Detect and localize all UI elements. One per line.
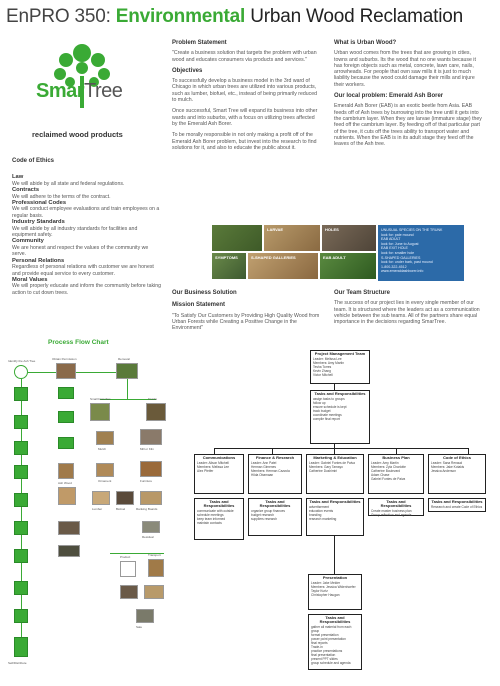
business-solution-heading: Our Business Solution [172,290,237,296]
team-heading: Code of Ethics [442,455,471,460]
eab-info-box [378,225,464,281]
urban-wood-heading: What is Urban Wood? [334,40,397,46]
logo-wordmark [36,80,122,103]
info-line: UNUSUAL SPECIES ON THE TRUNK [381,228,443,232]
eab-adult-photo: EAB ADULT [320,253,376,279]
flow-step-icon [14,521,28,535]
flow-label: Residual [142,535,154,539]
problem-heading: Problem Statement [172,40,227,46]
pm-tasks-box: Tasks and Responsibilities assign tasks to groups follow up ensure schedule is kept track budget coordinate meetings compile final report [310,390,370,444]
code-of-ethics-section [12,158,162,296]
holes-photo: HOLES [322,225,376,251]
process-flow-chart [0,345,190,680]
presentation-heading: Presentation [322,575,348,580]
ethics-item-text: We will properly educate and inform the community before taking action to cut down trees. [12,283,161,296]
communications-team-box: Communications Leader: Alison Mitchell Members: Melissa Lee Alex Pfeifer [194,454,244,494]
info-line: look for: under bark, past mound [381,260,433,265]
info-line: EAB ADULT [381,237,401,242]
ethics-item-text: We will abide by all industry standards for facilities and equipment safety. [12,225,138,239]
pm-heading: Project Management Team [314,351,366,356]
title-environmental: Environmental [115,6,246,27]
ethics-item-text: We will abide by all state and federal regulations. [12,180,125,187]
flow-step-icon [14,549,28,563]
logo-subtitle: reclaimed wood products [32,130,123,139]
flow-step-icon [14,365,28,379]
presentation-team-box: Presentation Leader: Jake Melder Members: Jessica Widenhoefer Taylor Kurtz Christopher Haugan [308,574,362,610]
business-plan-team-box: Business Plan Leader: Amy Martin Members: Zyla Charlotte Catherine Boulevard Adam Chase Gabriel Fontes de Paiva [368,454,424,494]
objectives-text-1: To successfully develop a business model in the 3rd ward of Chicago in which urban trees are utilized into various products, such as lumber, biofuel, etc., instead of being primarily reduced to mulch. [172,78,318,104]
team-org-chart [192,350,492,680]
local-problem-text: Emerald Ash Borer (EAB) is an exotic beetle from Asia. EAB feeds off of Ash trees by burrowing into the tree until it gets into the cambrium layer. When they are larvae (immature stage) they feed off the cambrium layer. By feeding off of that particular part of the tree, it cuts off the trees ability to transport water and nutrients. When the EAB is in its adult stage they feed off the leaves of the Ash tree. [334,103,482,148]
ethics-item-text: We are honest and respect the values of the community we serve. [12,244,149,258]
ethics-item-heading: Personal Relations [12,257,65,264]
urban-wood-text: Urban wood comes from the trees that are growing in cities, towns and suburbs. Its the wood that no one wants because it has foreign objects such as metal, concrete, lawn care, nails, arrowheads. For people that own saw mills it is just to much liability because the wood could damage their mills and injure their workers. [334,50,476,88]
presentation-tasks-box: Tasks and Responsibilities gather all material from each group format presentation power point presentation final reports Trade-in practice presentations final presentation present PPT slides group schedule and agenda [308,614,362,670]
ethics-item-heading: Professional Codes [12,200,67,207]
flow-label: Ranking Boards [136,507,158,511]
problem-objectives-column [172,40,320,156]
flow-label: Product [120,555,131,559]
flow-step-icon [14,581,28,595]
team-heading: Communications [202,455,236,460]
symptoms-photo: SYMPTOMS [212,253,246,279]
flow-step-icon [14,637,28,657]
ethics-item-heading: Industry Standards [12,219,65,226]
team-heading: Business Plan [382,455,410,460]
flow-label: Transport [148,553,161,557]
ethics-heading: Code of Ethics [12,158,55,164]
flow-step-icon [14,415,28,429]
flow-label: Lumber [92,507,103,511]
ethics-item-heading: Moral Values [12,276,48,283]
ethics-item-text: We will adhere to the terms of the contract. [12,193,111,200]
flow-label: Furniture [140,479,153,483]
team-text: The success of our project lies in every single member of our team. It is structured where the leaders act as a communication vehicle between the sub teams. All of the partners share equal importance in the decisions regarding SmarTree. [334,300,480,326]
team-column [334,290,484,330]
ethics-item-text: We will conduct employee evaluations and train employees on a regular basis. [12,206,160,219]
flow-label: Sell/Distribute [8,661,27,665]
flow-step-icon [14,609,28,623]
flow-label: Identify the Ash Tree [8,359,36,363]
logo-word-b: Tree [84,80,123,102]
flow-label: Trunks [148,397,158,401]
objectives-text-3: To be morally responsible in not only making a profit off of the Emerald Ash Borer problem, but invest into the research to find solutions for it, and also to educate the public about it. [172,132,317,151]
flow-step-icon [14,465,28,479]
local-problem-heading: Our local problem: Emerald Ash Borer [334,93,444,100]
ethics-team-box: Code of Ethics Leader: Sana Renaud Members: Jake Kotakis Jessica Anderson [428,454,486,494]
tree-photo [212,225,262,251]
mission-heading: Mission Statement [172,302,226,309]
tasks-box: Tasks and Responsibilities Research and create Code of Ethics [428,498,486,512]
flow-step-icon [14,493,28,507]
info-line: look for: June to August [381,241,419,246]
flow-chart-title: Process Flow Chart [48,339,109,346]
flow-label: Ash Wood [58,481,72,485]
ethics-item-heading: Law [12,174,24,181]
team-heading: Our Team Structure [334,290,390,296]
flow-label: Sale [136,625,143,629]
ethics-item-heading: Contracts [12,187,40,194]
title-rest: Urban Wood Reclamation [245,6,464,27]
flow-step-icon [14,387,28,401]
objectives-heading: Objectives [172,67,203,74]
flow-label: Ornament [98,479,112,483]
flow-label: Small branches [90,397,111,401]
flow-step-icon [14,441,28,455]
mission-column [172,290,320,336]
finance-team-box: Finance & Research Leader: Ann Patel Herman Gimenes Members: Herman Cazzola Hilda Obamaan [248,454,302,494]
info-line: look for: smaller hole [381,250,415,255]
team-heading: Marketing & Education [313,455,357,460]
ethics-item-text: Regardless of personal relations with customer we are honest and provide equal service to every customer. [12,264,154,277]
project-management-box: Project Management Team Leader: Melissa Lee Members: Amy Martin Tesha Torres Kevin Zhang Victor Mitchell [310,350,370,384]
objectives-text-2: Once successful, Smart Tree will expand its business into other wards and into suburbs, with a focus on utilizing trees affected by the Emerald Ash Borer. [172,108,318,127]
marketing-team-box: Marketing & Education Leader: Gabriel Fontes de Paiva Members: Gary Tamayo Catherine Dushimiri [306,454,364,494]
galleries-photo: S-SHAPED GALLERIES [248,253,318,279]
flow-label: Biofuel [116,507,126,511]
urban-wood-column [334,40,484,152]
pm-tasks-heading: Tasks and Responsibilities [314,391,366,396]
flow-label: Obtain Permission [52,357,77,361]
larvae-photo: LARVAE [264,225,320,251]
tasks-box: Tasks and Responsibilities advertisement education events branding research marketing [306,498,364,536]
tasks-box: Tasks and Responsibilities Create master business plan Group reflection and agenda [368,498,424,516]
flow-label: Mill or Kiln [140,447,154,451]
tasks-box: Tasks and Responsibilities organize group finances budget research suppliers research [248,498,302,536]
flow-label: Removal [118,357,130,361]
title-course: EnPRO 350: [6,6,116,27]
problem-text: "Create a business solution that targets the problem with urban wood and educates consumers via products and services." [172,50,317,63]
flow-photo [56,363,76,379]
flow-label: Mulch [98,447,107,451]
flow-photo [116,363,138,379]
logo-word-a: Smar [36,80,85,102]
info-line: EAB EXIT HOLE [381,246,408,251]
tasks-box: Tasks and Responsibilities communicate with outside schedule meetings keep team informed maintain contacts [194,498,244,540]
poster-title [6,4,463,30]
info-line: 1-800-322-4512 [381,264,407,269]
ethics-item-heading: Community [12,238,44,245]
team-heading: Finance & Research [255,455,295,460]
mission-text: "To Satisfy Our Customers by Providing High Quality Wood from Urban Forests while Creating a Positive Change in the Environment" [172,312,320,332]
info-line: S-SHAPED GALLERIES [381,255,421,260]
info-line: look for: pale mound [381,232,414,237]
info-line: www.emeraldashborer.info [381,269,424,274]
